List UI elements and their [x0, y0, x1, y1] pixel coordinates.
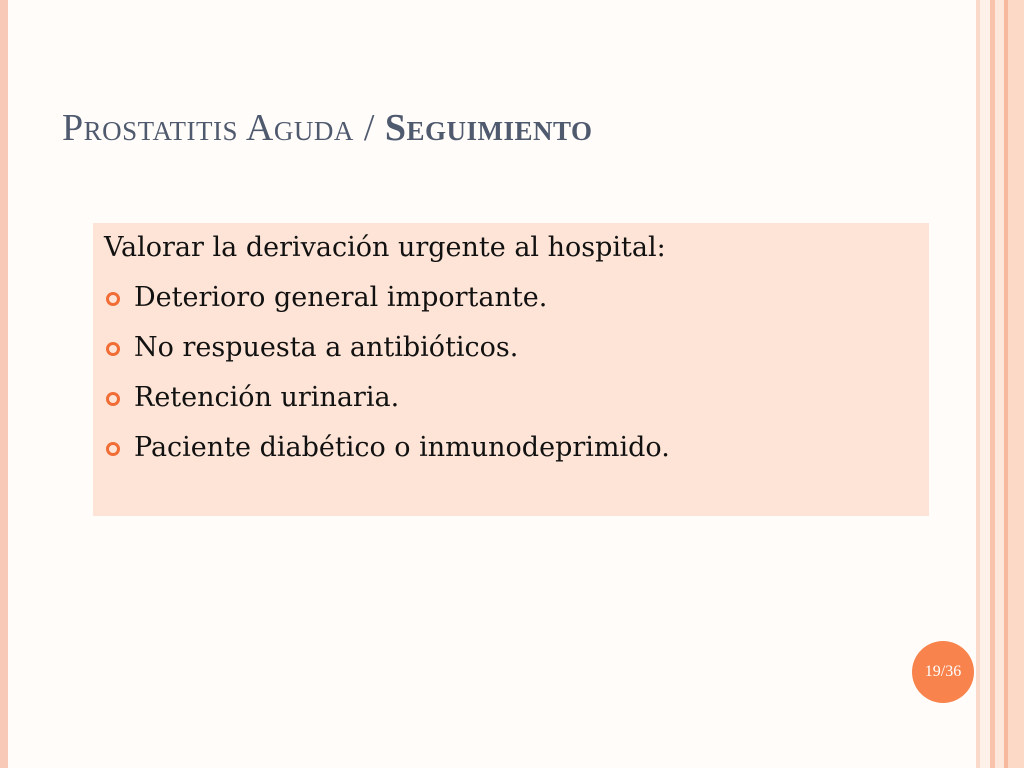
title-topic: Prostatitis Aguda /: [62, 107, 385, 149]
left-decorative-stripe: [0, 0, 8, 768]
list-item-text: Deterioro general importante.: [134, 282, 548, 313]
bullet-circle-icon: [106, 342, 120, 356]
bullet-circle-icon: [106, 292, 120, 306]
bullet-circle-icon: [106, 392, 120, 406]
list-item-text: No respuesta a antibióticos.: [134, 332, 519, 363]
page-number-badge: 19/36: [912, 641, 974, 703]
slide-title: [62, 106, 593, 150]
list-item: [104, 282, 547, 313]
list-item: [104, 332, 518, 363]
list-item-text: Paciente diabético o inmunodeprimido.: [134, 432, 670, 463]
intro-text: Valorar la derivación urgente al hospital:: [104, 232, 666, 263]
right-decorative-stripes: [976, 0, 1024, 768]
bullet-circle-icon: [106, 442, 120, 456]
list-item: [104, 382, 399, 413]
list-item-text: Retención urinaria.: [134, 382, 400, 413]
content-box: [93, 223, 929, 516]
title-subtopic: Seguimiento: [384, 107, 593, 149]
list-item: [104, 432, 670, 463]
